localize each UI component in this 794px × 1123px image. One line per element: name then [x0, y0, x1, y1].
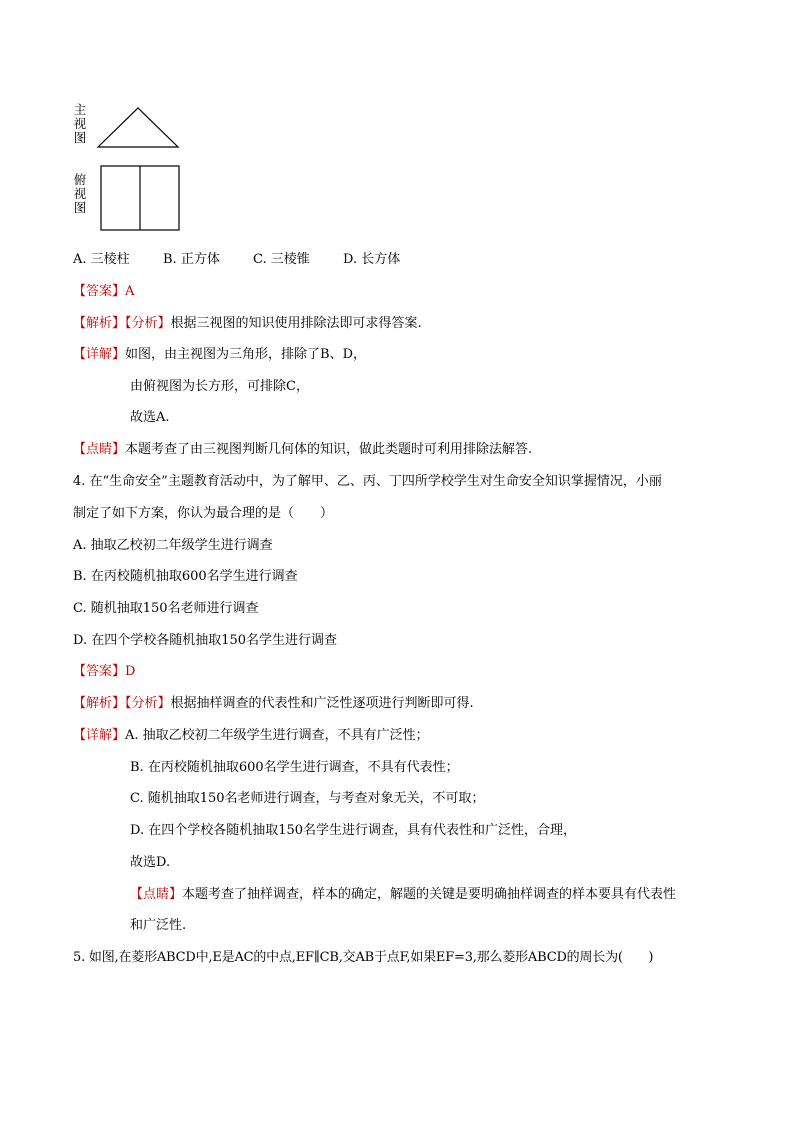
comment-text-continued: 和广泛性.	[130, 918, 187, 933]
q4-comment	[130, 887, 676, 903]
detail-tag: 【详解】	[73, 728, 126, 743]
q4-stem-line2: 制定了如下方案，你认为最合理的是（ ）	[73, 506, 334, 521]
q4-option-b: B. 在丙校随机抽取600名学生进行调查	[73, 569, 298, 584]
detail-line: 由俯视图为长方形，可排除C，	[130, 379, 309, 394]
detail-tag: 【详解】	[73, 347, 126, 362]
detail-line: 故选A.	[130, 410, 170, 425]
q3-option-b: B. 正方体	[163, 252, 220, 267]
front-view-triangle	[95, 105, 185, 151]
analysis-tag: 【解析】	[73, 316, 126, 331]
top-view-label: 俯视图	[73, 172, 87, 215]
analysis-text: 根据抽样调查的代表性和广泛性逐项进行判断即可得.	[170, 696, 474, 711]
detail-line: 故选D.	[130, 855, 171, 870]
comment-tag: 【点睛】	[130, 887, 183, 902]
analysis-text: 根据三视图的知识使用排除法即可求得答案.	[170, 316, 422, 331]
detail-line: B. 在丙校随机抽取600名学生进行调查，不具有代表性；	[130, 760, 459, 775]
q4-option-c: C. 随机抽取150名老师进行调查	[73, 601, 259, 616]
comment-text: 本题考查了由三视图判断几何体的知识，做此类题时可利用排除法解答.	[125, 442, 533, 457]
analysis-tag: 【解析】	[73, 696, 126, 711]
q4-analysis	[73, 696, 474, 712]
analysis-sub-tag: 【分析】	[125, 696, 171, 711]
answer-tag: 【答案】	[73, 284, 126, 299]
q3-option-a: A. 三棱柱	[73, 252, 130, 267]
comment-text: 本题考查了抽样调查，样本的确定，解题的关键是要明确抽样调查的样本要具有代表性	[182, 887, 677, 902]
top-view-rectangle	[100, 165, 182, 233]
detail-line: D. 在四个学校各随机抽取150名学生进行调查，具有代表性和广泛性，合理，	[130, 823, 577, 838]
analysis-sub-tag: 【分析】	[125, 316, 171, 331]
q4-stem-line1: 4. 在“生命安全”主题教育活动中，为了解甲、乙、丙、丁四所学校学生对生命安全知识掌握情况，小丽	[73, 474, 662, 489]
detail-line: A. 抽取乙校初二年级学生进行调查，不具有广泛性；	[125, 728, 429, 743]
answer-value: A	[125, 284, 135, 299]
q3-option-c: C. 三棱锥	[253, 252, 310, 267]
answer-value: D	[125, 664, 136, 679]
q4-detail	[73, 728, 429, 744]
q4-option-d: D. 在四个学校各随机抽取150名学生进行调查	[73, 633, 338, 648]
detail-line: 如图，由主视图为三角形，排除了B、D，	[125, 347, 366, 362]
q3-comment	[73, 442, 532, 458]
q3-answer	[73, 284, 134, 300]
q3-analysis	[73, 316, 422, 332]
q3-detail	[73, 347, 366, 363]
q5-stem: 5. 如图,在菱形ABCD中,E是AC的中点,EF∥CB,交AB于点F,如果EF=3,那么菱形ABCD的周长为( )	[73, 950, 654, 965]
q3-option-d: D. 长方体	[343, 252, 401, 267]
q4-option-a: A. 抽取乙校初二年级学生进行调查	[73, 538, 273, 553]
answer-tag: 【答案】	[73, 664, 126, 679]
q4-answer	[73, 664, 135, 680]
comment-tag: 【点睛】	[73, 442, 126, 457]
detail-line: C. 随机抽取150名老师进行调查，与考查对象无关，不可取；	[130, 791, 485, 806]
front-view-label: 主视图	[73, 102, 87, 145]
